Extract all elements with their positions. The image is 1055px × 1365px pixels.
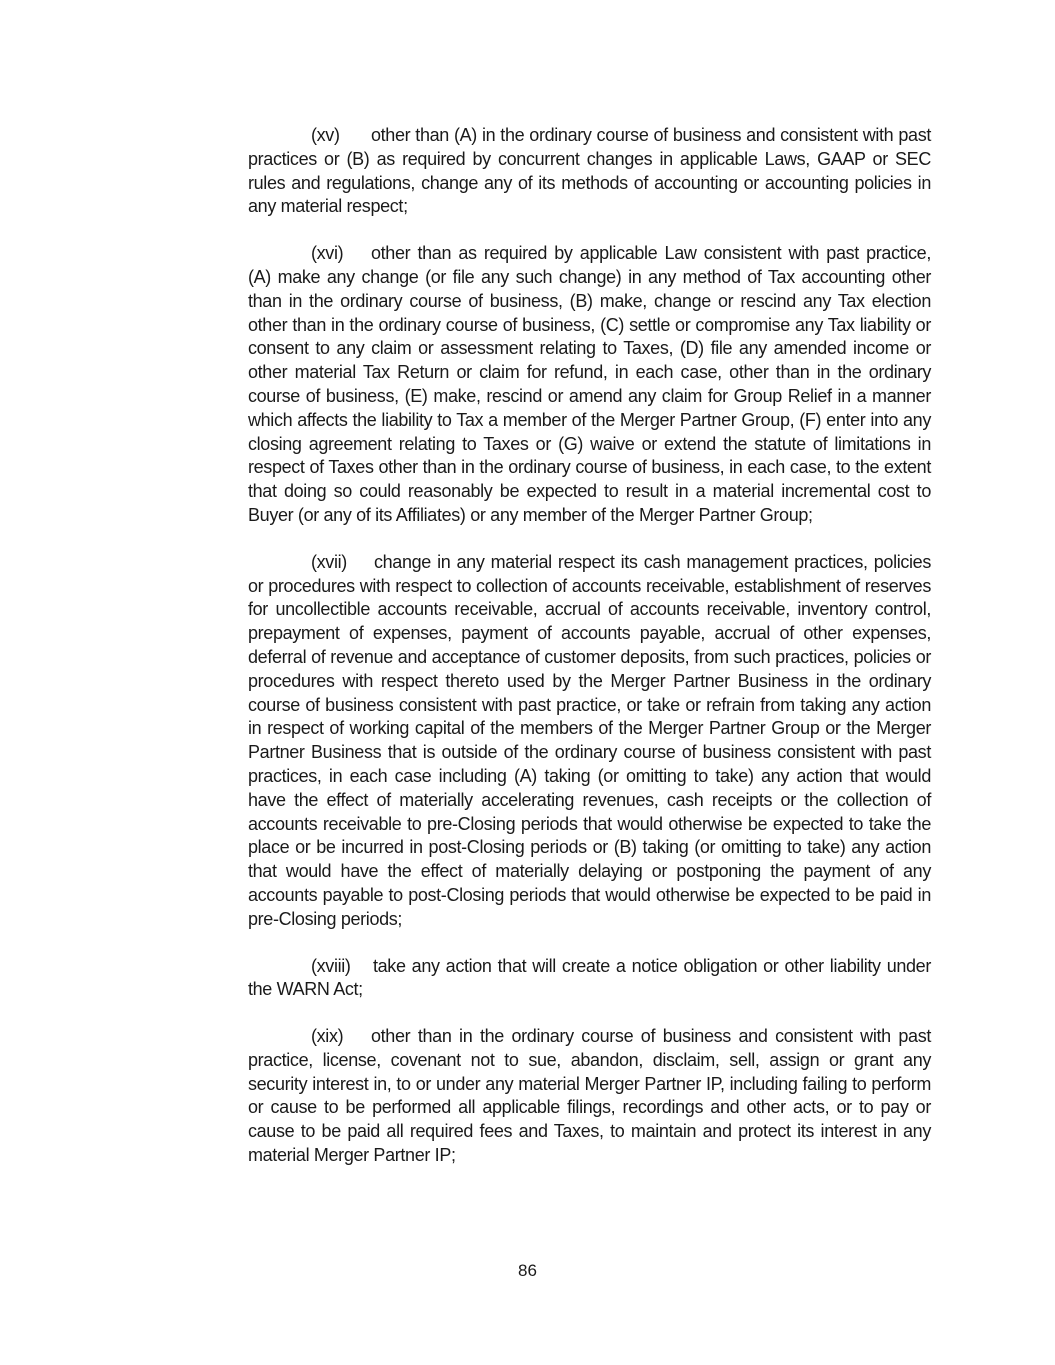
clause-text: other than (A) in the ordinary course of business and consistent with past practices or (B) as required by concurrent changes in applicable Laws, GAAP or SEC rules and regulations, change any of its methods of accounting or accounting policies in any material respect;: [248, 125, 931, 217]
page-number: 86: [518, 1261, 537, 1280]
clause-text: other than as required by applicable Law consistent with past practice, (A) make any change (or file any such change) in any method of Tax accounting other than in the ordinary course of business, (B) make, change or rescind any Tax election other than in the ordinary course of business, (C) settle or compromise any Tax liability or consent to any claim or assessment relating to Taxes, (D) file any amended income or other material Tax Return or claim for refund, in each case, other than in the ordinary course of business, (E) make, rescind or amend any claim for Group Relief in a manner which affects the liability to Tax a member of the Merger Partner Group, (F) enter into any closing agreement relating to Taxes or (G) waive or extend the statute of limitations in respect of Taxes other than in the ordinary course of business, in each case, to the extent that doing so could reasonably be expected to result in a material incremental cost to Buyer (or any of its Affiliates) or any member of the Merger Partner Group;: [248, 243, 931, 525]
clause-xv: [248, 124, 931, 219]
clause-xix: [248, 1025, 931, 1168]
clause-text: take any action that will create a notice obligation or other liability under the WARN Act;: [248, 955, 931, 1000]
clause-number: (xv): [311, 125, 340, 145]
clause-number: (xix): [311, 1026, 344, 1047]
clause-text: change in any material respect its cash management practices, policies or procedures with respect to collection of accounts receivable, establishment of reserves for uncollectible accounts receivable, accrual of accounts receivable, inventory control, prepayment of expenses, payment of accounts payable, accrual of other expenses, deferral of revenue and acceptance of customer deposits, from such practices, policies or procedures with respect thereto used by the Merger Partner Business in the ordinary course of business consistent with past practice, or take or refrain from taking any action in respect of working capital of the members of the Merger Partner Group or the Merger Partner Business that is outside of the ordinary course of business consistent with past practices, in each case including (A) taking (or omitting to take) any action that would have the effect of materially accelerating revenues, cash receipts or the collection of accounts receivable to pre-Closing periods that would otherwise be expected to take the place or be incurred in post-Closing periods or (B) taking (or omitting to take) any action that would have the effect of materially delaying or postponing the payment of any accounts payable to post-Closing periods that would otherwise be expected to be paid in pre-Closing periods;: [248, 551, 931, 929]
clause-number: (xvii): [311, 551, 347, 572]
clause-number: (xvi): [311, 243, 344, 264]
clause-number: (xviii): [311, 955, 351, 976]
clause-text: other than in the ordinary course of business and consistent with past practice, license, covenant not to sue, abandon, disclaim, sell, assign or grant any security interest in, to or under any material Merger Partner IP, including failing to perform or cause to be performed all applicable filings, recordings and other acts, or to pay or cause to be paid all required fees and Taxes, to maintain and protect its interest in any material Merger Partner IP;: [248, 1026, 931, 1166]
document-body: [248, 124, 931, 1191]
clause-xvi: [248, 242, 931, 528]
clause-xvii: [248, 551, 931, 932]
clause-xviii: [248, 955, 931, 1003]
